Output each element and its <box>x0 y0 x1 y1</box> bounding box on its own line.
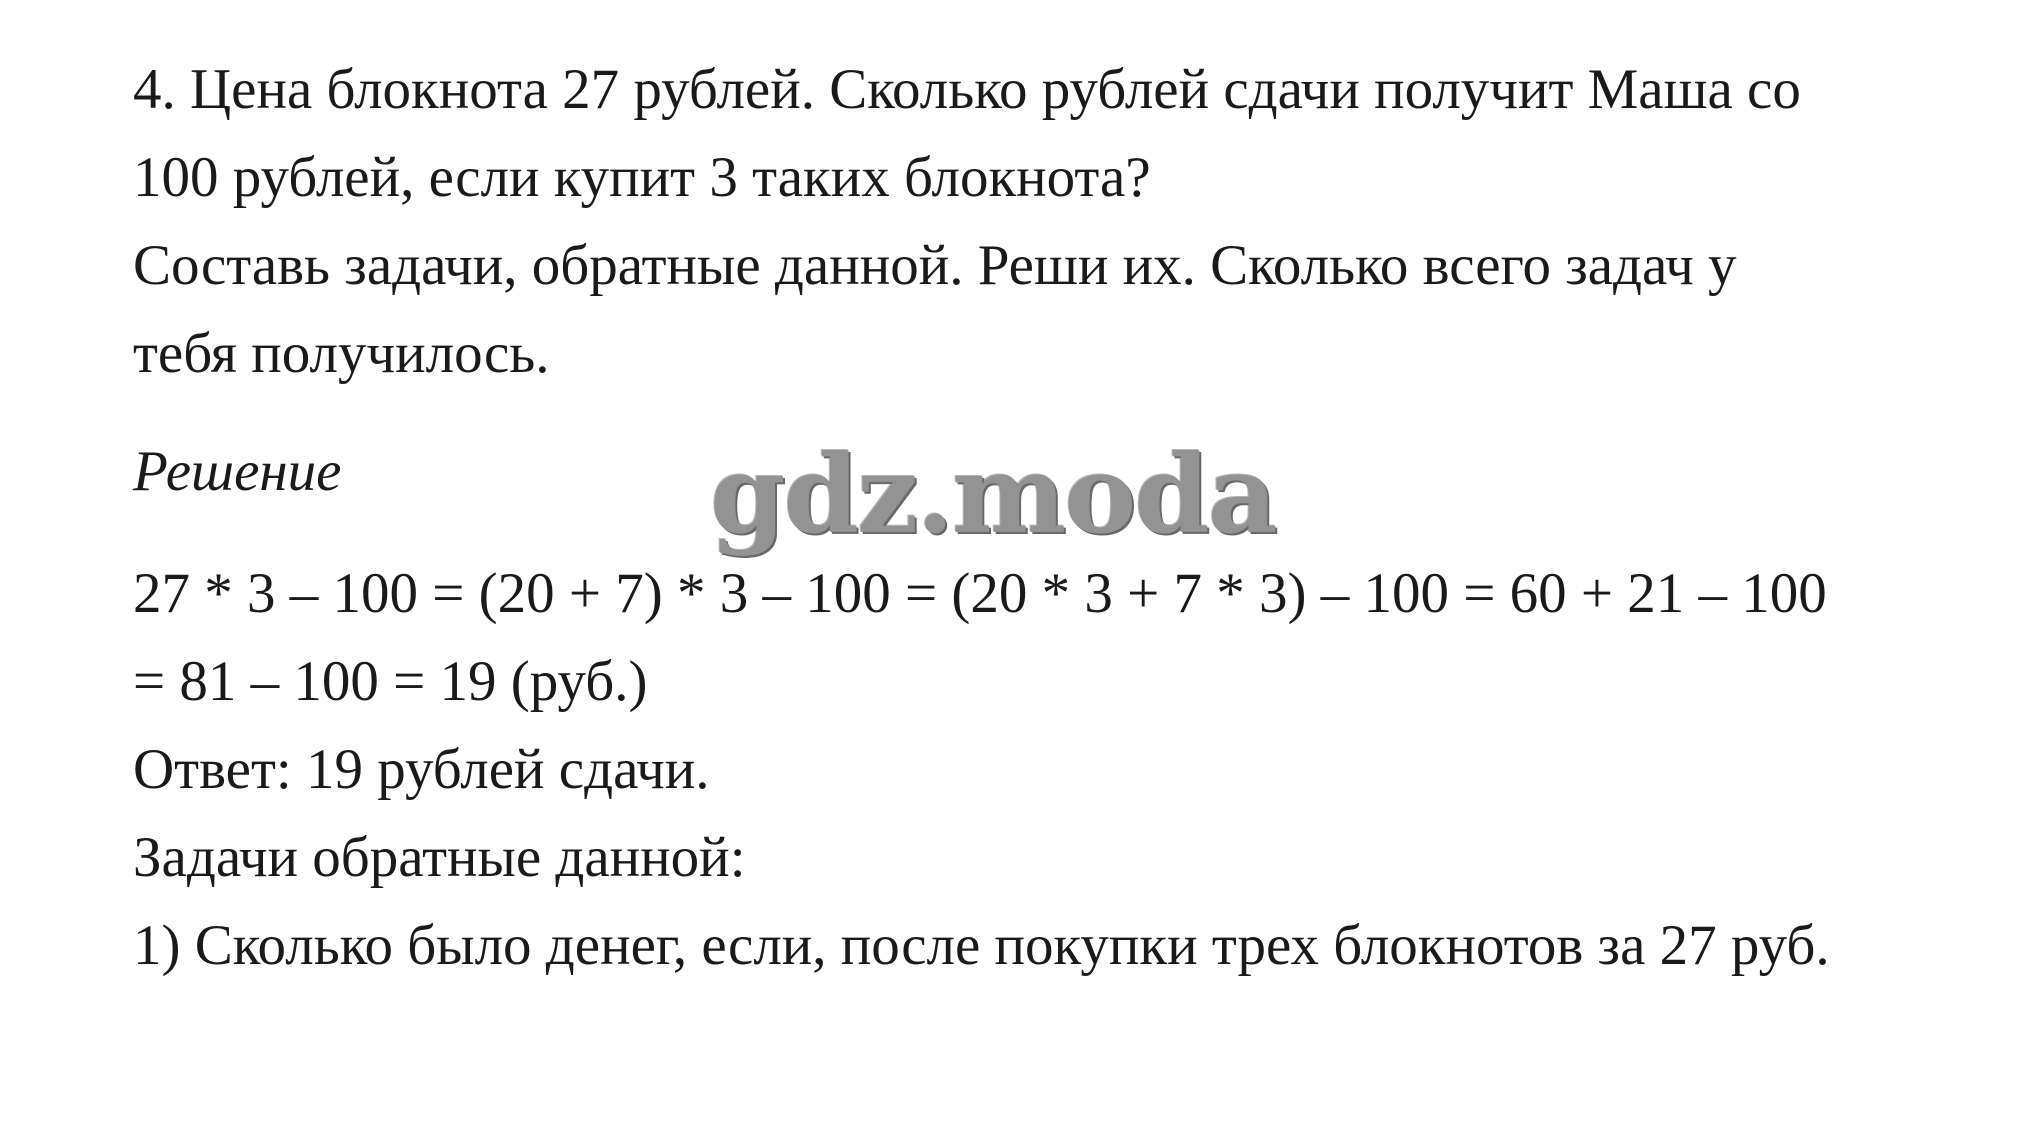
solution-heading: Решение <box>133 440 342 503</box>
calculation-line-2: = 81 – 100 = 19 (руб.) <box>133 650 648 713</box>
watermark-logo: gdz.moda <box>710 432 1276 558</box>
answer-line: Ответ: 19 рублей сдачи. <box>133 738 710 801</box>
problem-line-4: тебя получилось. <box>133 322 550 385</box>
inverse-problems-heading: Задачи обратные данной: <box>133 826 746 889</box>
problem-line-2: 100 рублей, если купит 3 таких блокнота? <box>133 146 1151 209</box>
problem-line-1: 4. Цена блокнота 27 рублей. Сколько рублей сдачи получит Маша со <box>133 58 1801 121</box>
problem-line-3: Составь задачи, обратные данной. Реши их. Сколько всего задач у <box>133 234 1737 297</box>
inverse-problem-1: 1) Сколько было денег, если, после покупки трех блокнотов за 27 руб. <box>133 914 1830 977</box>
calculation-line-1: 27 * 3 – 100 = (20 + 7) * 3 – 100 = (20 * 3 + 7 * 3) – 100 = 60 + 21 – 100 <box>133 562 1827 625</box>
